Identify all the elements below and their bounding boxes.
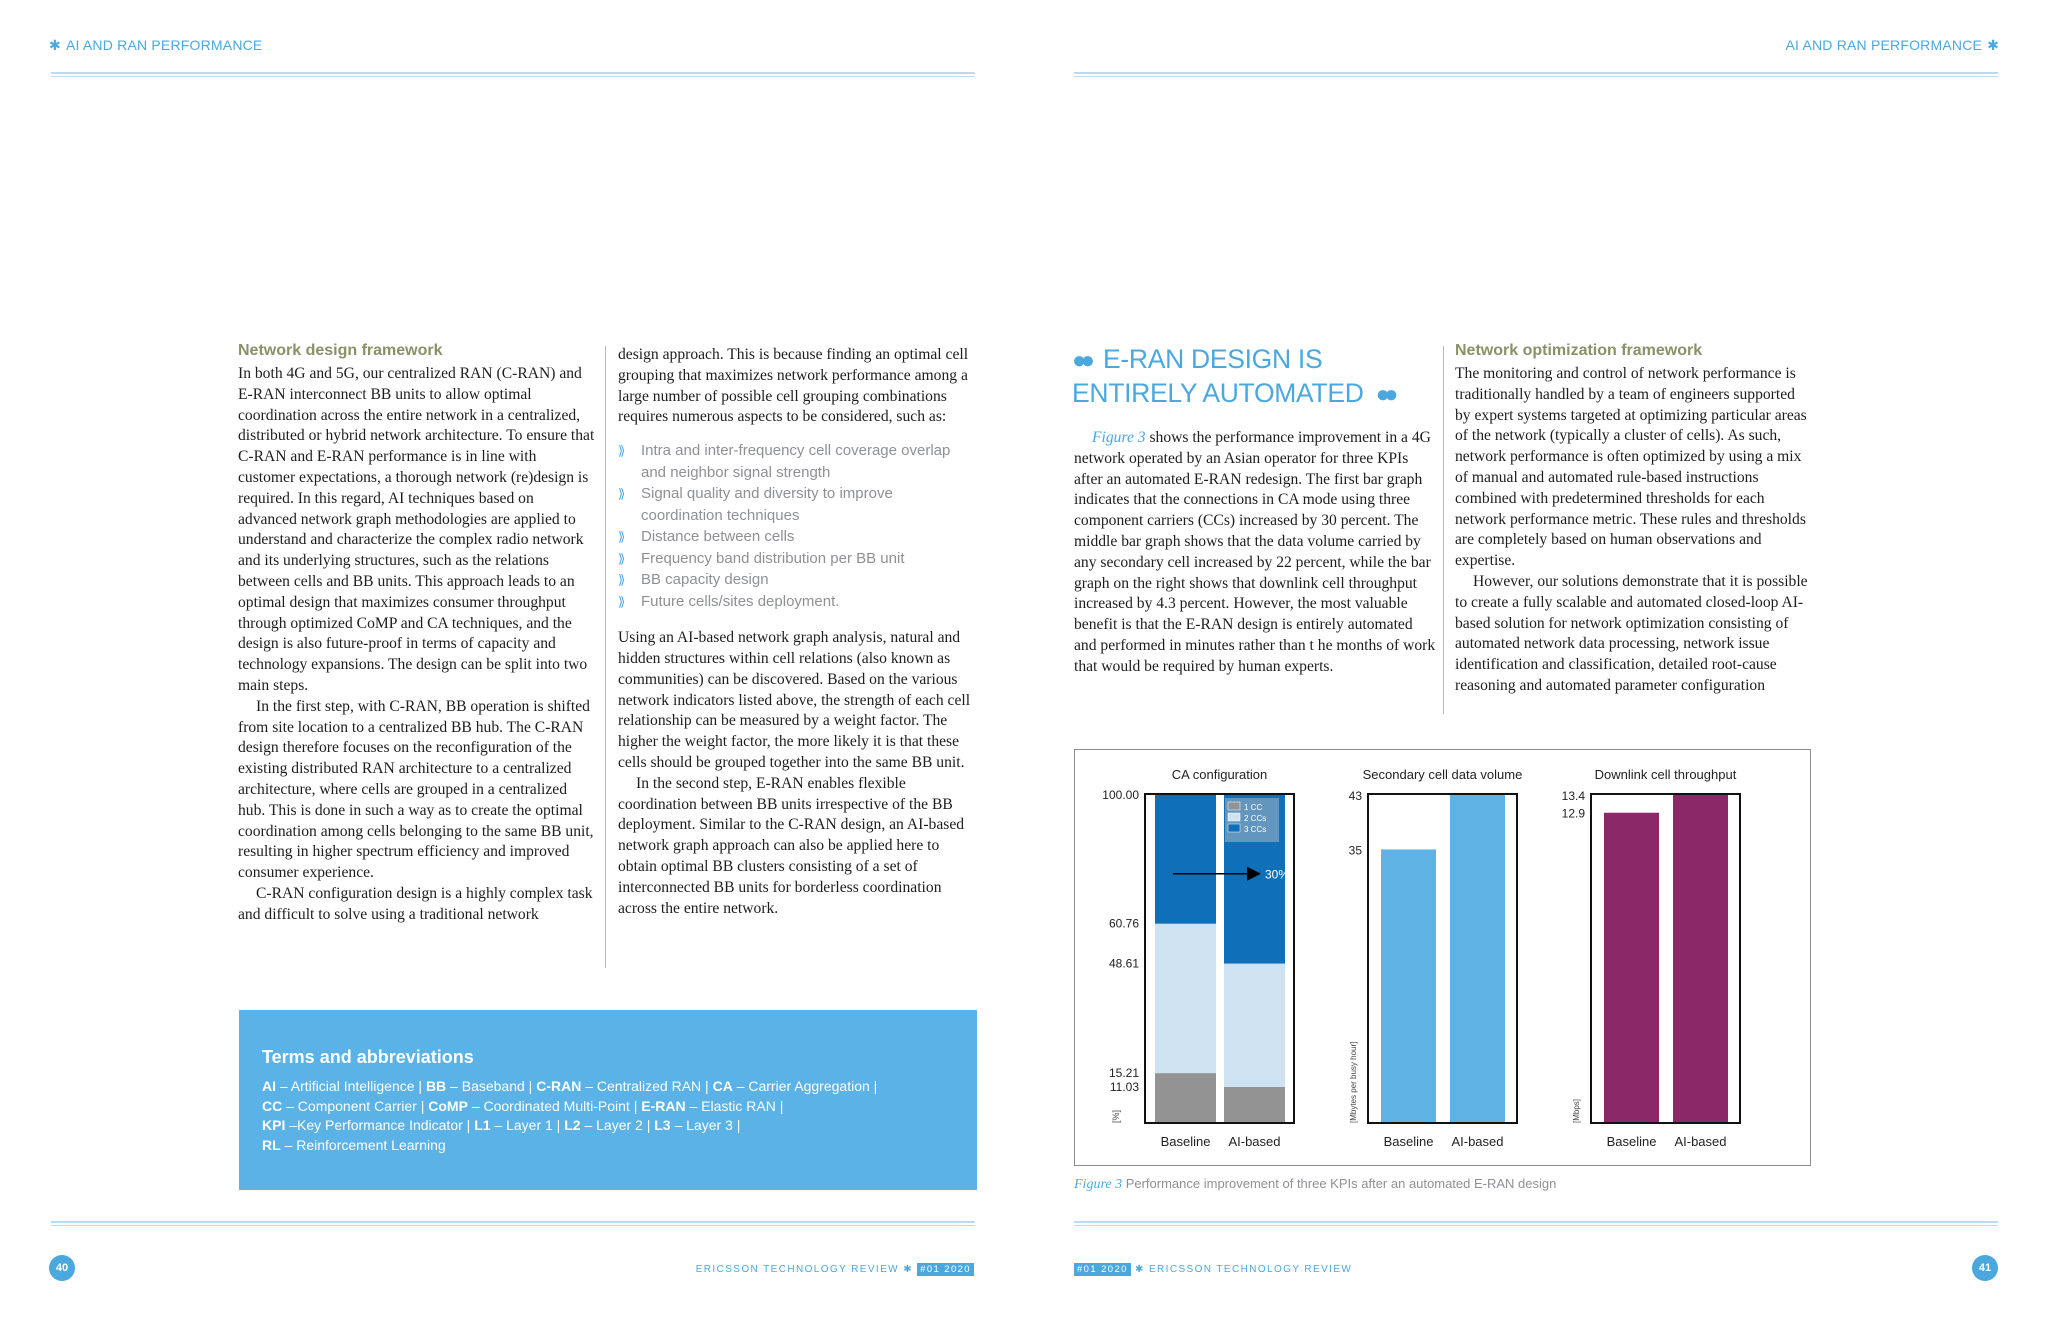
footer-left: ERICSSON TECHNOLOGY REVIEW ✱ #01 2020 (696, 1264, 974, 1275)
caption-figure-ref: Figure 3 (1074, 1177, 1123, 1192)
abbreviation-definition: – Layer 1 | (490, 1117, 565, 1133)
y-tick-label: 12.9 (1561, 806, 1585, 821)
footer-rule-right (1074, 1221, 1998, 1226)
body-text (238, 364, 596, 926)
chevron-icon: ⟫ (618, 593, 626, 609)
abbreviation-definition: – Layer 2 | (580, 1117, 655, 1133)
issue-badge: #01 2020 (1074, 1263, 1131, 1276)
bar (1673, 795, 1728, 1123)
running-header-left: ✱ AI AND RAN PERFORMANCE (49, 37, 263, 53)
section-heading: Network design framework (238, 342, 443, 359)
list-item: ⟫ Signal quality and diversity to improve coordination techniques (618, 485, 893, 524)
annotation-label: 30% (1265, 867, 1290, 882)
footer-rule-left (51, 1221, 975, 1226)
abbreviation-definition: – Layer 3 | (670, 1117, 741, 1133)
bar (1604, 813, 1659, 1123)
list-item: ⟫ Distance between cells (618, 526, 976, 548)
bar-1-cc (1224, 1087, 1285, 1123)
y-tick-label: 11.03 (1109, 1079, 1139, 1094)
header-rule-left (51, 72, 975, 77)
abbreviation: C-RAN (536, 1078, 582, 1094)
running-header-right: AI AND RAN PERFORMANCE ✱ (1785, 37, 1999, 53)
chart-title: Secondary cell data volume (1362, 767, 1523, 782)
page-number: 41 (1972, 1255, 1998, 1281)
bullet-list (618, 440, 976, 612)
figure-caption: Figure 3 Performance improvement of three KPIs after an automated E-RAN design (1074, 1176, 1557, 1192)
chevron-icon: ⟫ (618, 443, 626, 459)
y-tick-label: 100.00 (1102, 788, 1139, 802)
abbreviation-definition: – Coordinated Multi-Point | (467, 1097, 642, 1114)
figure-reference[interactable]: Figure 3 (1092, 429, 1146, 446)
legend-swatch (1228, 802, 1240, 810)
abbreviation: L3 (654, 1117, 671, 1133)
column-divider (1443, 346, 1444, 714)
x-tick-label: Baseline (1606, 1134, 1657, 1149)
paragraph: Using an AI-based network graph analysis, natural and hidden structures within cell relations (also known as communities) can be discovered. Based on the various network indicators listed above, the strength of each cell relationship can be measured by a weight factor. The higher the weight factor, the more likely it is that these cells should be grouped together into the same BB unit. (618, 629, 971, 771)
body-text (618, 628, 976, 919)
asterisk-icon: ✱ (49, 37, 61, 53)
chevron-icon: ⟫ (618, 486, 626, 502)
x-tick-label: AI-based (1451, 1134, 1504, 1149)
abbreviation-definition: – Elastic RAN | (685, 1097, 784, 1114)
abbreviation-definition: – Centralized RAN | (581, 1078, 713, 1094)
paragraph: In both 4G and 5G, our centralized RAN (C-RAN) and E-RAN interconnect BB units to allow optimal coordination across the entire network in a centralized, distributed or hybrid network architecture. To ensure that C-RAN and E-RAN performance is in line with customer expectations, a thorough network (re)design is required. In this regard, AI techniques based on advanced network graph methodologies are applied to understand and characterize the complex radio network and its underlying structures, such as the relations between cells and BB units. This approach leads to an optimal design that maximizes consumer throughput through optimized CoMP and CA techniques, and the design is also future-proof in terms of capacity and technology expansions. The design can be split into two main steps. (238, 365, 595, 694)
paragraph: C-RAN configuration design is a highly complex task and difficult to solve using a traditional network (238, 884, 593, 923)
paragraph: shows the performance improvement in a 4G network operated by an Asian operator for three KPIs after an automated E-RAN redesign. The first bar graph indicates that the connections in CA mode using three component carriers (CCs) increased by 30 percent. The middle bar graph shows that the data volume carried by any secondary cell increased by 22 percent, while the bar graph on the right shows that downlink cell throughput increased by 4.3 percent. However, the most valuable benefit is that the E-RAN design is entirely automated and performed in minutes rather than t he months of work that would be required by human experts. (1074, 429, 1436, 675)
abbreviation: E-RAN (641, 1097, 686, 1114)
abbreviation: CoMP (428, 1097, 468, 1114)
column-4 (1455, 342, 1813, 697)
terms-line (262, 1136, 877, 1156)
abbreviation: CC (262, 1097, 283, 1114)
issue-badge: #01 2020 (917, 1263, 974, 1276)
abbreviation: L2 (564, 1117, 581, 1133)
x-tick-label: AI-based (1674, 1134, 1727, 1149)
terms-list (262, 1077, 877, 1155)
quote-open-icon: ●● (1072, 347, 1089, 374)
paragraph: design approach. This is because finding an optimal cell grouping that maximizes network performance among a large number of possible cell grouping combinations requires numerous aspects to be considered, such as: (618, 346, 969, 426)
abbreviation: KPI (262, 1117, 286, 1133)
list-item: ⟫ BB capacity design (618, 569, 976, 591)
paragraph: In the second step, E-RAN enables flexible coordination between BB units irrespective of the BB deployment. Similar to the C-RAN design, an AI-based network graph approach can also be applied here to obtain optimal BB clusters consisting of a set of interconnected BB units for borderless coordination across the entire network. (618, 774, 965, 917)
y-tick-label: 60.76 (1108, 916, 1139, 931)
bar (1450, 795, 1505, 1123)
bar-2-ccs (1155, 924, 1216, 1073)
chevron-icon: ⟫ (618, 572, 626, 588)
column-divider (605, 346, 606, 968)
chevron-icon: ⟫ (618, 550, 626, 566)
column-3 (1074, 428, 1436, 678)
terms-line (262, 1097, 877, 1117)
legend-label: 2 CCs (1244, 814, 1267, 823)
chart-svg (1075, 750, 1810, 1165)
bar (1381, 849, 1436, 1123)
terms-line (262, 1116, 877, 1136)
paragraph: The monitoring and control of network performance is traditionally handled by a team of engineers supported by expert systems targeted at optimizing particular areas of the network (typically a cluster of cells). As such, network performance is often optimized by using a mix of manual and automated rule-based instructions combined with predetermined thresholds for each network performance metric. These rules and thresholds are completely based on human observations and expertise. (1455, 365, 1807, 570)
x-tick-label: Baseline (1383, 1134, 1434, 1149)
figure-3-chart (1074, 749, 1811, 1166)
abbreviation-definition: – Artificial Intelligence | (276, 1078, 426, 1094)
terms-title: Terms and abbreviations (262, 1047, 474, 1067)
list-item: ⟫ Intra and inter-frequency cell coverage overlap and neighbor signal strength (618, 442, 951, 481)
bar-2-ccs (1224, 964, 1285, 1087)
x-tick-label: Baseline (1160, 1134, 1211, 1149)
terms-box (239, 1010, 977, 1190)
footer-right: #01 2020 ✱ ERICSSON TECHNOLOGY REVIEW (1074, 1264, 1352, 1275)
y-axis-label: [Mbytes per busy hour] (1349, 1041, 1358, 1123)
abbreviation: L1 (474, 1117, 491, 1133)
x-tick-label: AI-based (1228, 1134, 1281, 1149)
chart-title: Downlink cell throughput (1594, 767, 1737, 782)
abbreviation-definition: – Reinforcement Learning (280, 1136, 446, 1153)
bar-3-ccs (1155, 795, 1216, 924)
y-tick-label: 35 (1348, 843, 1362, 858)
abbreviation: BB (425, 1078, 447, 1094)
body-text (618, 345, 976, 428)
chart-title: CA configuration (1171, 767, 1268, 782)
paragraph: In the first step, with C-RAN, BB operation is shifted from site location to a centralized BB hub. The C-RAN design therefore focuses on the reconfiguration of the existing distributed RAN architecture to a centralized architecture, where cells are grouped in a centralized hub. This is done in such a way as to create the optimal coordination among cells belonging to the same BB unit, resulting in higher spectrum efficiency and improved consumer experience. (238, 697, 594, 882)
section-heading: Network optimization framework (1455, 342, 1703, 359)
legend-label: 3 CCs (1244, 825, 1267, 834)
paragraph: However, our solutions demonstrate that it is possible to create a fully scalable and automated closed-loop AI-based solution for network optimization consisting of automated network data processing, network issue identification and classification, detailed root-cause reasoning and automated parameter configuration (1455, 572, 1808, 694)
abbreviation-definition: –Key Performance Indicator | (285, 1117, 475, 1133)
abbreviation: CA (712, 1078, 733, 1094)
y-axis-label: [Mbps] (1572, 1098, 1581, 1123)
list-item: ⟫ Future cells/sites deployment. (618, 591, 976, 613)
column-2 (618, 345, 976, 919)
y-tick-label: 48.61 (1108, 956, 1139, 971)
y-tick-label: 15.21 (1108, 1066, 1139, 1081)
abbreviation-definition: – Baseband | (446, 1078, 537, 1094)
body-text (1455, 364, 1813, 697)
abbreviation-definition: – Component Carrier | (282, 1097, 429, 1114)
y-tick-label: 13.4 (1561, 789, 1585, 803)
terms-line (262, 1077, 877, 1097)
list-item: ⟫ Frequency band distribution per BB unit (618, 548, 976, 570)
pull-quote-title: ●● E-RAN DESIGN IS ENTIRELY AUTOMATED ●● (1072, 344, 1393, 408)
legend-swatch (1228, 813, 1240, 821)
column-1 (238, 342, 596, 926)
legend-swatch (1228, 824, 1240, 832)
abbreviation-definition: – Carrier Aggregation | (732, 1078, 878, 1094)
asterisk-icon: ✱ (1987, 37, 1999, 53)
abbreviation: RL (262, 1136, 281, 1153)
chevron-icon: ⟫ (618, 529, 626, 545)
y-tick-label: 43 (1348, 789, 1362, 803)
header-rule-right (1074, 72, 1998, 77)
quote-close-icon: ●● (1375, 381, 1393, 408)
y-axis-label: [%] (1111, 1109, 1121, 1123)
legend-label: 1 CC (1244, 803, 1263, 812)
bar-1-cc (1155, 1073, 1216, 1123)
abbreviation: AI (262, 1078, 276, 1094)
page-number: 40 (49, 1255, 75, 1281)
